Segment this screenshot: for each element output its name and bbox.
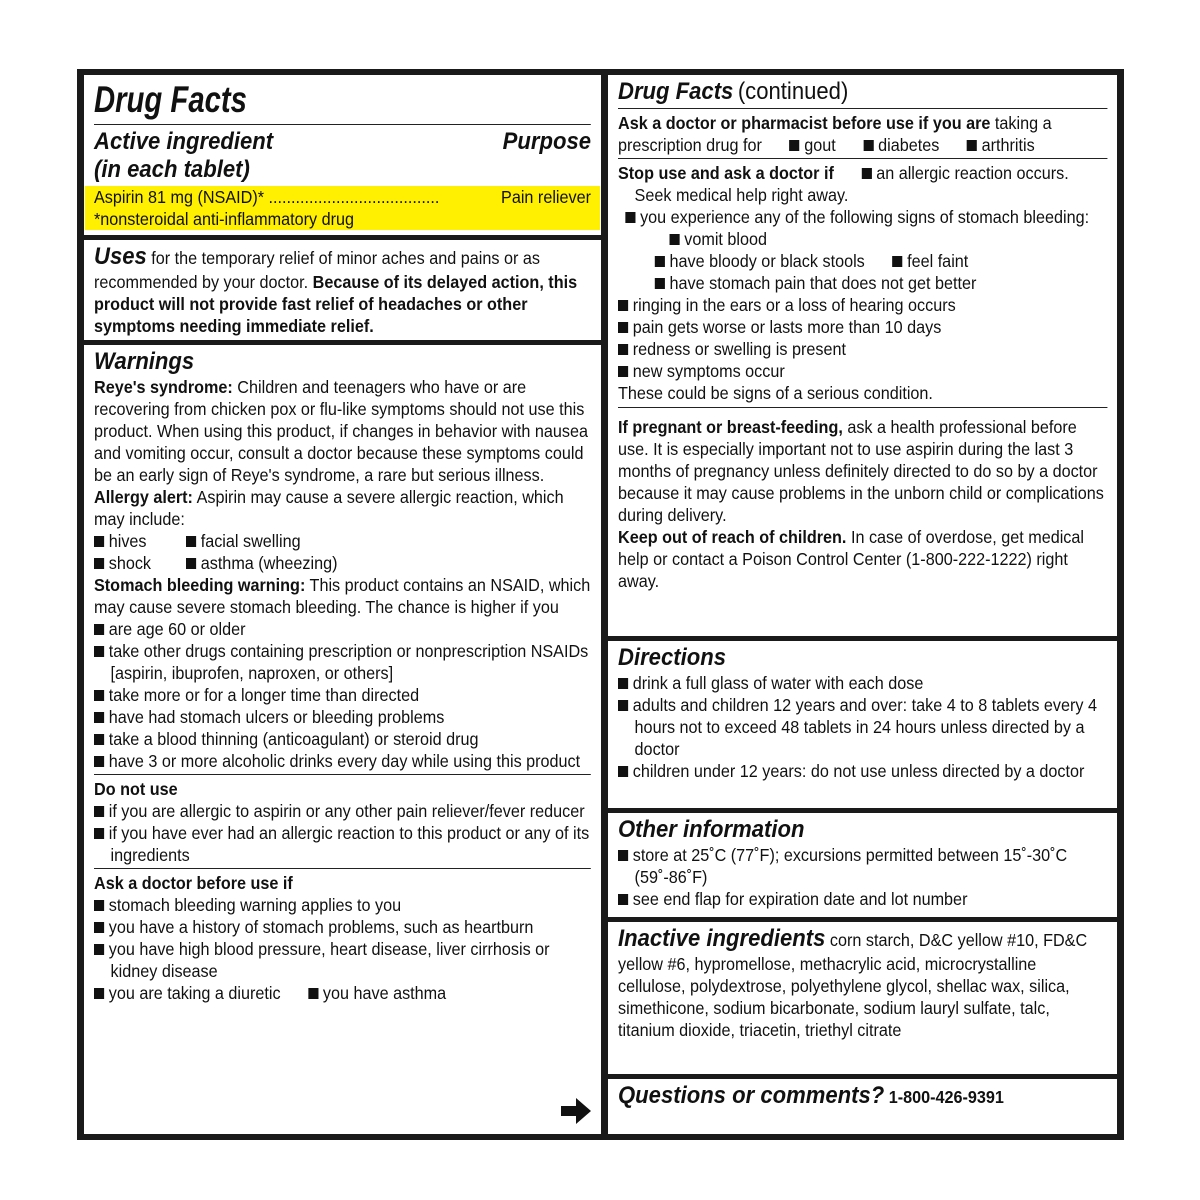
keep-out-text: In case of overdose, get medical help or contact a Poison Control Center (1-800-222-1222) right away.: [618, 527, 1084, 591]
bullet-icon: [186, 558, 196, 569]
keep-out-heading: Keep out of reach of children.: [618, 527, 847, 547]
warnings-heading: Warnings: [94, 348, 195, 375]
ask-pharm-item: diabetes: [878, 135, 940, 155]
allergy-item: facial swelling: [186, 530, 591, 552]
questions-panel: [608, 1079, 1117, 1134]
uses-panel: [84, 240, 601, 340]
bullet-icon: [94, 536, 104, 547]
list-item: see end flap for expiration date and lot number: [618, 888, 1107, 910]
active-ingredient-heading: Active ingredient: [94, 128, 274, 155]
list-item: you are taking a diuretic you have asthma: [94, 982, 591, 1004]
ingredient-footnote: *nonsteroidal anti-inflammatory drug: [94, 209, 355, 229]
right-column: [608, 75, 1117, 1134]
stomach-item-inline: are age 60 or older: [108, 619, 246, 639]
stomach-text: This product contains an NSAID, which may cause severe stomach bleeding. The chance is higher if you: [94, 575, 591, 617]
continued-panel: [608, 75, 1117, 636]
allergy-item: asthma (wheezing): [186, 552, 591, 574]
inactive-ingredients-panel: [608, 922, 1117, 1074]
other-heading: Other information: [618, 816, 805, 843]
stomach-heading: Stomach bleeding warning:: [94, 575, 306, 595]
list-item: take a blood thinning (anticoagulant) or steroid drug: [94, 728, 591, 750]
active-ingredient-panel: [84, 75, 601, 235]
purpose-heading: Purpose: [502, 128, 592, 155]
ask-pharm-heading: Ask a doctor or pharmacist before use if you are: [618, 113, 991, 133]
uses-text: for the temporary relief of minor aches and pains or as recommended by your doctor.: [94, 248, 540, 292]
reyes-heading: Reye's syndrome:: [94, 377, 233, 397]
active-ingredient-sub: (in each tablet): [94, 156, 250, 183]
continued-suffix: (continued): [737, 78, 849, 105]
questions-phone: 1-800-426-9391: [888, 1087, 1004, 1107]
list-item: stomach bleeding warning applies to you: [94, 894, 591, 916]
allergy-item: shock: [94, 552, 186, 574]
allergy-heading: Allergy alert:: [94, 487, 193, 507]
questions-heading: Questions or comments?: [618, 1082, 885, 1109]
drug-facts-title: Drug Facts: [94, 79, 247, 120]
ingredient-name: Aspirin 81 mg (NSAID)*: [94, 187, 265, 207]
list-item: redness or swelling is present: [618, 338, 1107, 360]
list-item: children under 12 years: do not use unless directed by a doctor: [618, 760, 1107, 782]
uses-bold-text: Because of its delayed action, this product will not provide fast relief of headaches or other symptoms needing immediate relief.: [94, 272, 578, 336]
inactive-heading: Inactive ingredients: [618, 925, 826, 952]
list-item: have 3 or more alcoholic drinks every day while using this product: [94, 750, 591, 772]
list-item: you have high blood pressure, heart disease, liver cirrhosis or kidney disease: [94, 938, 591, 982]
list-item: adults and children 12 years and over: take 4 to 8 tablets every 4 hours not to exceed 48 tablets in 24 hours unless directed by a doctor: [618, 694, 1107, 760]
list-item: pain gets worse or lasts more than 10 days: [618, 316, 1107, 338]
list-item: take other drugs containing prescription or nonprescription NSAIDs [aspirin, ibuprofen, naproxen, or others]: [94, 640, 591, 684]
inactive-text: corn starch, D&C yellow #10, FD&C yellow #6, hypromellose, methacrylic acid, microcrystalline cellulose, polydextrose, polyethylene glycol, shellac wax, silica, simethicone, sodium bicarbonate, sodium lauryl sulfate, talc, titanium dioxide, triacetin, triethyl citrate: [618, 930, 1088, 1040]
list-item: have stomach pain that does not get better: [618, 272, 1107, 294]
bullet-icon: [186, 536, 196, 547]
ingredient-purpose: Pain reliever: [501, 187, 592, 207]
stop-footer: These could be signs of a serious condition.: [618, 383, 933, 403]
list-item: if you have ever had an allergic reaction to this product or any of its ingredients: [94, 822, 591, 866]
left-column: [84, 75, 601, 1134]
do-not-use-heading: Do not use: [94, 779, 178, 799]
directions-panel: [608, 641, 1117, 808]
list-item: take more or for a longer time than directed: [94, 684, 591, 706]
list-item: new symptoms occur: [618, 360, 1107, 382]
ask-pharm-item: arthritis: [981, 135, 1035, 155]
allergy-text: Aspirin may cause a severe allergic reaction, which may include:: [94, 487, 564, 529]
ask-doctor-heading: Ask a doctor before use if: [94, 873, 293, 893]
list-item: if you are allergic to aspirin or any other pain reliever/fever reducer: [94, 800, 591, 822]
list-item: you have a history of stomach problems, such as heartburn: [94, 916, 591, 938]
ingredient-dots: ......................................: [268, 187, 440, 207]
ask-pharm-item: gout: [804, 135, 836, 155]
ask-pharm-text: taking a prescription drug for: [618, 113, 1052, 155]
bullet-icon: [94, 558, 104, 569]
pregnant-text: ask a health professional before use. It is especially important not to use aspirin during the last 3 months of pregnancy unless definitely directed to do so by a doctor because it may cause problems in the unborn child or complications during delivery.: [618, 417, 1104, 525]
list-item: have had stomach ulcers or bleeding problems: [94, 706, 591, 728]
list-item: store at 25˚C (77˚F); excursions permitted between 15˚-30˚C (59˚-86˚F): [618, 844, 1107, 888]
drug-facts-label: [77, 69, 1124, 1140]
list-item: have bloody or black stools feel faint: [618, 250, 1107, 272]
list-item: ringing in the ears or a loss of hearing occurs: [618, 294, 1107, 316]
stop-heading: Stop use and ask a doctor if: [618, 163, 834, 183]
other-information-panel: [608, 813, 1117, 917]
continued-title: Drug Facts: [618, 78, 734, 105]
warnings-panel: [84, 345, 601, 1134]
bullet-icon: [94, 624, 104, 635]
allergy-item: hives: [94, 530, 186, 552]
list-item: you experience any of the following signs of stomach bleeding:vomit blood: [618, 206, 1107, 250]
pregnant-heading: If pregnant or breast-feeding,: [618, 417, 843, 437]
reyes-text: Children and teenagers who have or are recovering from chicken pox or flu-like symptoms should not use this product. When using this product, if changes in behavior with nausea and vomiting occur, consult a doctor because these symptoms could be an early sign of Reye's syndrome, a rare but serious illness.: [94, 377, 588, 485]
directions-heading: Directions: [618, 644, 726, 671]
uses-heading: Uses: [94, 243, 147, 270]
continue-arrow-icon: [561, 1098, 591, 1124]
list-item: drink a full glass of water with each dose: [618, 672, 1107, 694]
ingredient-highlight: [85, 186, 600, 230]
stop-first: an allergic reaction occurs. Seek medical help right away.: [634, 163, 1069, 205]
